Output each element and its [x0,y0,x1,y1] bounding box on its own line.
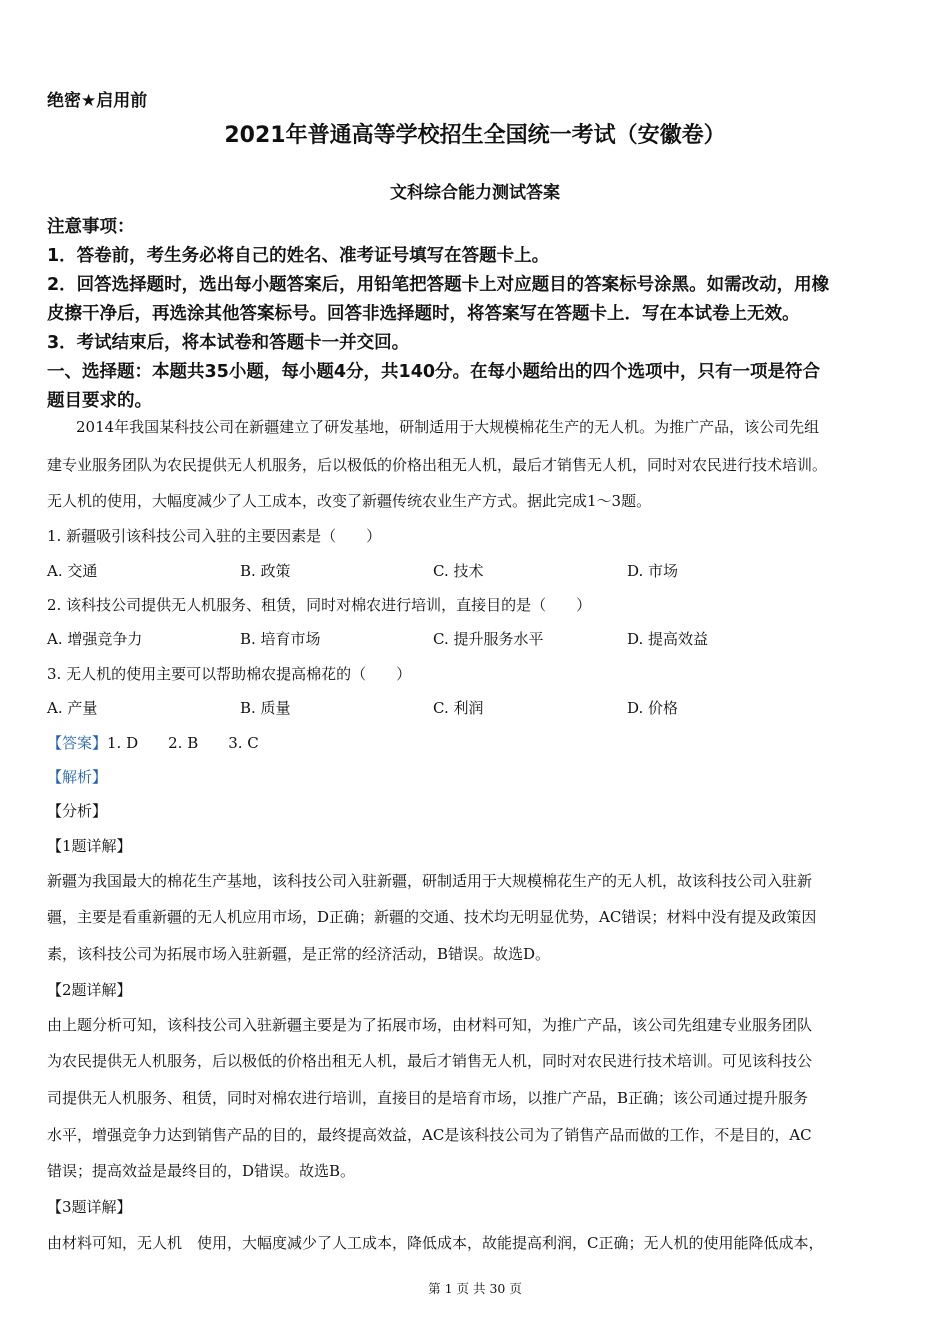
answer-row [47,732,259,753]
exam-subtitle: 文科综合能力测试答案 [390,183,560,203]
confidential-mark: 绝密★启用前 [47,91,148,111]
question-2-option-b: B. 培育市场 [240,630,321,648]
notice-item-2-line-2: 皮擦干净后，再选涂其他答案标号。回答非选择题时，将答案写在答题卡上．写在本试卷上无效。 [47,304,800,324]
question-1-option-a: A. 交通 [47,562,98,580]
question-3-stem: 3. 无人机的使用主要可以帮助棉农提高棉花的（ ） [47,665,412,683]
question-2-stem: 2. 该科技公司提供无人机服务、租赁，同时对棉农进行培训，直接目的是（ ） [47,596,592,614]
notice-item-1: 1．答卷前，考生务必将自己的姓名、准考证号填写在答题卡上。 [47,246,550,266]
question-2-option-c: C. 提升服务水平 [433,630,544,648]
answer-label: 【答案】 [47,734,108,752]
detail-2-line-4: 水平，增强竞争力达到销售产品的目的，最终提高效益，AC是该科技公司为了销售产品而做的工作，不是目的，AC [47,1126,812,1144]
notice-item-3: 3．考试结束后，将本试卷和答题卡一并交回。 [47,333,410,353]
material-line-3: 无人机的使用，大幅度减少了人工成本，改变了新疆传统农业生产方式。据此完成1～3题。 [47,492,652,510]
fenxi-label: 【分析】 [47,802,108,820]
question-2-options [47,628,907,650]
answer-values: 1. D 2. B 3. C [107,734,259,752]
question-3-option-c: C. 利润 [433,699,484,717]
analysis-label: 【解析】 [47,768,108,786]
exam-title: 2021年普通高等学校招生全国统一考试（安徽卷） [224,123,726,148]
detail-1-line-1: 新疆为我国最大的棉花生产基地，该科技公司入驻新疆，研制适用于大规模棉花生产的无人机，故该科技公司入驻新 [47,872,813,890]
question-1-options [47,560,907,582]
detail-3-label: 【3题详解】 [47,1198,132,1216]
detail-2-line-5: 错误；提高效益是最终目的，D错误。故选B。 [47,1162,356,1180]
section-heading-line-1: 一、选择题：本题共35小题，每小题4分，共140分。在每小题给出的四个选项中，只有一项是符合 [47,362,821,382]
question-2-option-a: A. 增强竞争力 [47,630,143,648]
question-3-options [47,697,907,719]
detail-1-label: 【1题详解】 [47,837,132,855]
question-1-option-d: D. 市场 [627,562,679,580]
notice-item-2-line-1: 2．回答选择题时，选出每小题答案后，用铅笔把答题卡上对应题目的答案标号涂黑。如需改动，用橡 [47,275,830,295]
question-1-stem: 1. 新疆吸引该科技公司入驻的主要因素是（ ） [47,527,382,545]
notice-heading: 注意事项： [47,217,135,237]
detail-1-line-3: 素，该科技公司为拓展市场入驻新疆，是正常的经济活动，B错误。故选D。 [47,945,551,963]
question-3-option-a: A. 产量 [47,699,98,717]
question-3-option-d: D. 价格 [627,699,679,717]
detail-2-line-1: 由上题分析可知，该科技公司入驻新疆主要是为了拓展市场，由材料可知，为推广产品，该公司先组建专业服务团队 [47,1016,813,1034]
question-1-option-c: C. 技术 [433,562,484,580]
question-3-option-b: B. 质量 [240,699,291,717]
detail-2-line-3: 司提供无人机服务、租赁，同时对棉农进行培训，直接目的是培育市场，以推广产品，B正确；该公司通过提升服务 [47,1089,809,1107]
question-1-option-b: B. 政策 [240,562,291,580]
detail-3-line-1: 由材料可知，无人机 使用，大幅度减少了人工成本，降低成本，故能提高利润，C正确；无人机的使用能降低成本， [47,1234,824,1252]
material-line-1: 2014年我国某科技公司在新疆建立了研发基地，研制适用于大规模棉花生产的无人机。为推广产品，该公司先组 [76,418,820,436]
question-2-option-d: D. 提高效益 [627,630,709,648]
detail-2-label: 【2题详解】 [47,981,132,999]
detail-1-line-2: 疆，主要是看重新疆的无人机应用市场，D正确；新疆的交通、技术均无明显优势，AC错误；材料中没有提及政策因 [47,908,817,926]
page-footer: 第 1 页 共 30 页 [428,1281,522,1296]
section-heading-line-2: 题目要求的。 [47,391,152,411]
material-line-2: 建专业服务团队为农民提供无人机服务，后以极低的价格出租无人机，最后才销售无人机，同时对农民进行技术培训。 [47,456,828,474]
detail-2-line-2: 为农民提供无人机服务，后以极低的价格出租无人机，最后才销售无人机，同时对农民进行技术培训。可见该科技公 [47,1052,813,1070]
